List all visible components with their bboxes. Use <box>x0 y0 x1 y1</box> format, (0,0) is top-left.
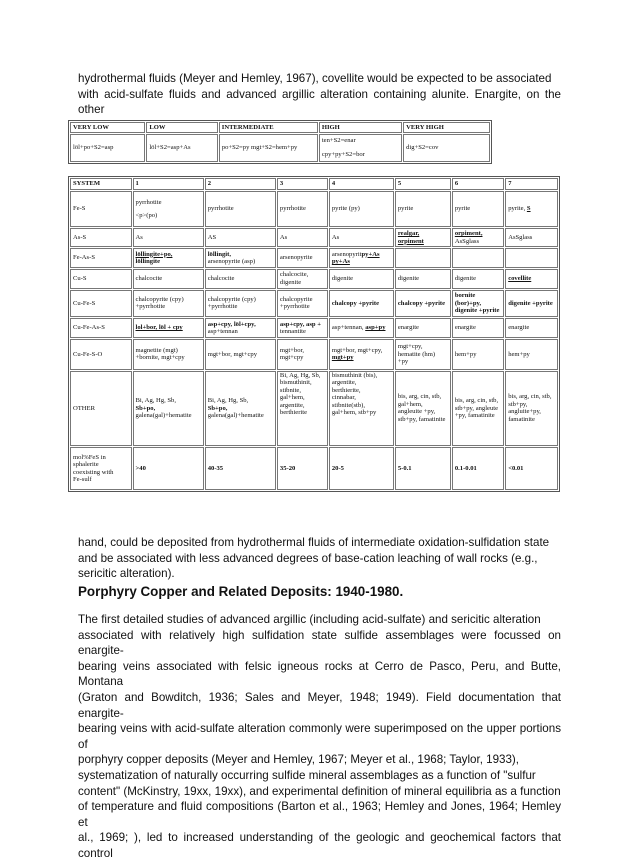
cell-line: chalcopyrite <box>279 295 313 303</box>
table-row <box>70 269 558 288</box>
header-cell: 1 <box>133 178 204 190</box>
table-cell: As <box>277 228 328 247</box>
cell-line: löllingite <box>135 258 161 266</box>
cell-line: cpy+py+S2=bor <box>321 151 365 158</box>
table-cell: enargite <box>395 318 451 338</box>
table-row <box>70 290 558 318</box>
cell-line: asp+cpy, asp + <box>279 320 321 328</box>
header-cell: 2 <box>205 178 276 190</box>
sulfidation-states-table <box>68 120 492 164</box>
cell-line: realgar, <box>397 230 420 238</box>
cell-line: +py, famatinite <box>454 412 495 420</box>
table-cell <box>452 228 504 247</box>
cell-line: löllingite+po, <box>135 250 173 258</box>
table-header-row <box>70 178 558 190</box>
cell-line: +bornite, mgt+cpy <box>135 354 185 362</box>
table-cell <box>329 248 394 268</box>
cell-line: berthierite <box>279 409 308 417</box>
cell-line: arsenopyrite (asp) <box>207 258 256 266</box>
table-cell <box>133 339 204 369</box>
cell-line: bis, arg, cin, stb, <box>397 393 442 401</box>
table-cell: arsenopyrite <box>277 248 328 268</box>
cell-line: mgt+py <box>331 354 354 362</box>
section-heading: Porphyry Copper and Related Deposits: 1940-1980. <box>78 584 404 599</box>
table-cell: >40 <box>133 447 204 490</box>
cell-line: AsSglass <box>454 237 480 245</box>
table-cell: enargite <box>505 318 558 338</box>
table-cell: lol+bor, löl + cpy <box>133 318 204 338</box>
row-label: OTHER <box>70 371 132 447</box>
table-cell: digenite <box>452 269 504 288</box>
cell-line: cinnabar, <box>331 394 356 402</box>
cell-line: mgt+bor, mgt+cpy, <box>331 346 383 354</box>
table-row <box>70 134 490 162</box>
table-cell <box>277 339 328 369</box>
row-label: Cu-S <box>70 269 132 288</box>
table-cell: mgt+bor, mgt+cpy <box>205 339 276 369</box>
table-cell <box>205 290 276 318</box>
table-cell <box>133 248 204 268</box>
cell-line: asp+tennan <box>207 328 238 336</box>
text-line: of temperature and fluid compositions (Barton et al., 1963; Hemley and Jones, 1964; Hemley et <box>78 800 561 829</box>
row-label: Fe-S <box>70 191 132 227</box>
cell-line: chalcopyrite (cpy) <box>207 295 256 303</box>
cell-line: tennantite <box>279 328 306 336</box>
text-line: content" (McKinstry, 19xx, 19xx), and experimental definition of mineral equilibria as a function <box>78 784 561 798</box>
cell-line: löllingit, <box>207 250 231 258</box>
table-cell: As <box>329 228 394 247</box>
cell-line: digenite +pyrite <box>454 307 500 315</box>
table-cell <box>205 318 276 338</box>
header-cell: 6 <box>452 178 504 190</box>
table-cell: 35-20 <box>277 447 328 490</box>
cell-line: gal+hem, stb+py <box>331 409 377 417</box>
text-line: The first detailed studies of advanced argillic (including acid-sulfate) and sericitic alteration <box>78 613 541 626</box>
cell-line: +pyrrhotite <box>207 303 238 311</box>
text-line: porphyry copper deposits (Meyer and Hemley, 1967; Meyer et al., 1968; Taylor, 1933), <box>78 753 520 767</box>
cell-line: coexisting with <box>73 468 114 476</box>
row-label <box>70 447 132 490</box>
intro-paragraph <box>78 71 561 118</box>
table-cell: As <box>133 228 204 247</box>
cell-line: mol%FeS in <box>73 453 106 461</box>
cell-line: Sb+po, <box>135 404 156 412</box>
table-row <box>70 447 558 490</box>
header-cell: 4 <box>329 178 394 190</box>
table-cell: hem+py <box>452 339 504 369</box>
cell-line: stb+py, <box>508 400 528 408</box>
header-cell: VERY LOW <box>70 122 145 133</box>
text-line: associated with relatively high sulfidation state sulfide assemblages were focussed on enargite- <box>78 628 561 658</box>
header-cell: INTERMEDIATE <box>219 122 318 133</box>
table-row <box>70 339 558 369</box>
text-line: systematization of naturally occurring sulfide mineral assemblages as a function of "sulfur <box>78 768 536 782</box>
cell-line: argentite, <box>331 379 357 387</box>
table-cell <box>277 269 328 288</box>
table-cell: löl+po+S2=asp <box>70 134 145 162</box>
table-cell <box>205 371 276 447</box>
cell-line: bismuthinit, <box>279 379 312 387</box>
continuation-paragraph <box>78 535 561 582</box>
table-cell <box>133 290 204 318</box>
table-cell: 5-0.1 <box>395 447 451 490</box>
text-line: with acid-sulfate fluids and advanced argillic alteration containing alunite. Enargite, on the other <box>78 87 561 117</box>
table-cell: AsSglass <box>505 228 558 247</box>
text-line: (Graton and Bowditch, 1936; Sales and Meyer, 1948; 1949). Field documentation that enargite- <box>78 690 561 720</box>
cell-line: digenite <box>279 278 302 286</box>
table-cell: pyrite (py) <box>329 191 394 227</box>
table-cell <box>505 191 558 227</box>
cell-line: famatinite <box>508 416 535 424</box>
header-cell: 5 <box>395 178 451 190</box>
table-cell <box>277 371 328 447</box>
text-line: bearing veins associated with felsic igneous rocks at Cerro de Pasco, Peru, and Butte, Montana <box>78 659 561 689</box>
cell-line: asp+cpy, löl+cpy, <box>207 320 256 328</box>
row-label: Cu-Fe-S-O <box>70 339 132 369</box>
cell-line: berthierite, <box>331 386 361 394</box>
table-cell: <0.01 <box>505 447 558 490</box>
cell-line: stibnite(stb), <box>331 401 365 409</box>
table-cell <box>395 371 451 447</box>
cell-line: orpiment, <box>454 230 483 238</box>
cell-line: ten+S2=enar <box>321 137 356 145</box>
cell-line: Fe-sulf <box>73 476 92 484</box>
table-cell: hem+py <box>505 339 558 369</box>
table-cell: covellite <box>505 269 558 288</box>
text-line: and be associated with less advanced degrees of base-cation leaching of wall rocks (e.g., <box>78 551 538 565</box>
mineral-systems-table <box>68 176 560 492</box>
header-cell: LOW <box>146 122 217 133</box>
text-line: al., 1969; ), led to increased understanding of the geologic and geochemical factors that control <box>78 831 561 860</box>
row-label: Cu-Fe-S <box>70 290 132 318</box>
cell-line: bismuthinit (bis), <box>331 371 378 379</box>
header-cell: 7 <box>505 178 558 190</box>
table-cell <box>329 371 394 447</box>
header-cell: 3 <box>277 178 328 190</box>
cell-text: py+As <box>361 250 380 258</box>
cell-text: S <box>526 205 531 213</box>
cell-line: py+As <box>331 258 350 266</box>
table-cell <box>205 248 276 268</box>
table-cell <box>329 339 394 369</box>
table-cell <box>277 290 328 318</box>
table-cell <box>395 248 451 268</box>
table-row <box>70 318 558 338</box>
table-cell: pyrrhotite <box>205 191 276 227</box>
text-line: bearing veins with acid-sulfate alteration commonly were superimposed on the upper portions of <box>78 722 561 751</box>
table-cell: chalcopy +pyrite <box>395 290 451 318</box>
cell-line: angluite+py, <box>508 408 541 416</box>
table-cell <box>133 371 204 447</box>
table-cell: enargite <box>452 318 504 338</box>
table-cell: AS <box>205 228 276 247</box>
cell-line: +pyrrhotite <box>135 303 166 311</box>
section-paragraph <box>78 612 561 862</box>
cell-line: mgt+cpy, <box>397 343 423 351</box>
cell-line: galena(gal)+hematite <box>135 412 192 420</box>
cell-line: stibnite, <box>279 386 301 394</box>
cell-text: asp+py <box>365 324 386 332</box>
table-cell <box>505 248 558 268</box>
cell-line: mgt+cpy <box>279 354 304 362</box>
table-cell <box>452 248 504 268</box>
table-cell: 40-35 <box>205 447 276 490</box>
cell-line: Sb+po, <box>207 404 228 412</box>
cell-line: bis, arg, cin, stb, <box>454 397 499 405</box>
cell-line: pyrrhotite <box>135 198 162 206</box>
table-cell <box>133 191 204 227</box>
cell-line: chalcocite, <box>279 271 309 279</box>
cell-text: asp+tennan, <box>331 324 366 332</box>
table-cell <box>505 371 558 447</box>
cell-line: gal+hem, <box>279 394 305 402</box>
table-cell: pyrite <box>395 191 451 227</box>
cell-line: +pyrrhotite <box>279 303 310 311</box>
cell-line: sphalerite <box>73 461 99 469</box>
cell-line: stb+py, famatinite <box>397 416 446 424</box>
cell-line: angleuite +py, <box>397 408 436 416</box>
table-cell: löl+S2=asp+As <box>146 134 217 162</box>
table-cell <box>319 134 402 162</box>
row-label: Fe-As-S <box>70 248 132 268</box>
table-cell: pyrrhotite <box>277 191 328 227</box>
cell-text: pyrite, <box>508 205 527 213</box>
cell-line: Bi, Ag, Hg, Sb, <box>207 397 249 405</box>
table-cell: chalcopy +pyrite <box>329 290 394 318</box>
cell-line: <p>(po) <box>135 212 158 220</box>
table-row <box>70 371 558 447</box>
table-cell: pyrite <box>452 191 504 227</box>
table-cell: chalcocite <box>205 269 276 288</box>
table-cell: 0.1-0.01 <box>452 447 504 490</box>
cell-line: magnetite (mgt) <box>135 346 178 354</box>
header-cell: SYSTEM <box>70 178 132 190</box>
table-cell: chalcocite <box>133 269 204 288</box>
row-label: As-S <box>70 228 132 247</box>
cell-line: gal+hem, <box>397 400 423 408</box>
cell-line: hematite (hm) <box>397 350 436 358</box>
table-row <box>70 248 558 268</box>
table-cell <box>452 371 504 447</box>
text-line: hand, could be deposited from hydrothermal fluids of intermediate oxidation-sulfidation state <box>78 536 550 549</box>
cell-line: +py <box>397 358 409 366</box>
cell-line: Bi, Ag, Hg, Sb, <box>279 371 321 379</box>
cell-line: orpiment <box>397 237 424 245</box>
cell-line: argentite, <box>279 401 305 409</box>
cell-line: mgt+bor, <box>279 346 305 354</box>
table-cell <box>395 339 451 369</box>
table-cell <box>395 228 451 247</box>
table-cell <box>452 290 504 318</box>
cell-line: stb+py, angleute <box>454 404 499 412</box>
cell-line: Bi, Ag, Hg, Sb, <box>135 397 177 405</box>
cell-line: chalcopyrite (cpy) <box>135 295 184 303</box>
text-line: sericitic alteration). <box>78 567 175 581</box>
table-cell: po+S2=py mgt+S2=hem+py <box>219 134 318 162</box>
cell-line: bornite (bor)+py, <box>454 292 482 307</box>
cell-line: galena(gal)+hematite <box>207 412 264 420</box>
cell-text: arsenopyrit <box>331 250 362 258</box>
table-row <box>70 228 558 247</box>
table-cell: dig+S2=cov <box>403 134 490 162</box>
table-header-row <box>70 122 490 133</box>
table-cell: digenite +pyrite <box>505 290 558 318</box>
row-label: Cu-Fe-As-S <box>70 318 132 338</box>
cell-line: bis, arg, cin, stb, <box>508 393 552 401</box>
table-cell <box>277 318 328 338</box>
table-cell: digenite <box>395 269 451 288</box>
table-cell <box>329 318 394 338</box>
table-cell: 20-5 <box>329 447 394 490</box>
table-row <box>70 191 558 227</box>
header-cell: VERY HIGH <box>403 122 490 133</box>
text-line: hydrothermal fluids (Meyer and Hemley, 1967), covellite would be expected to be associated <box>78 72 552 85</box>
header-cell: HIGH <box>319 122 402 133</box>
table-cell: digenite <box>329 269 394 288</box>
